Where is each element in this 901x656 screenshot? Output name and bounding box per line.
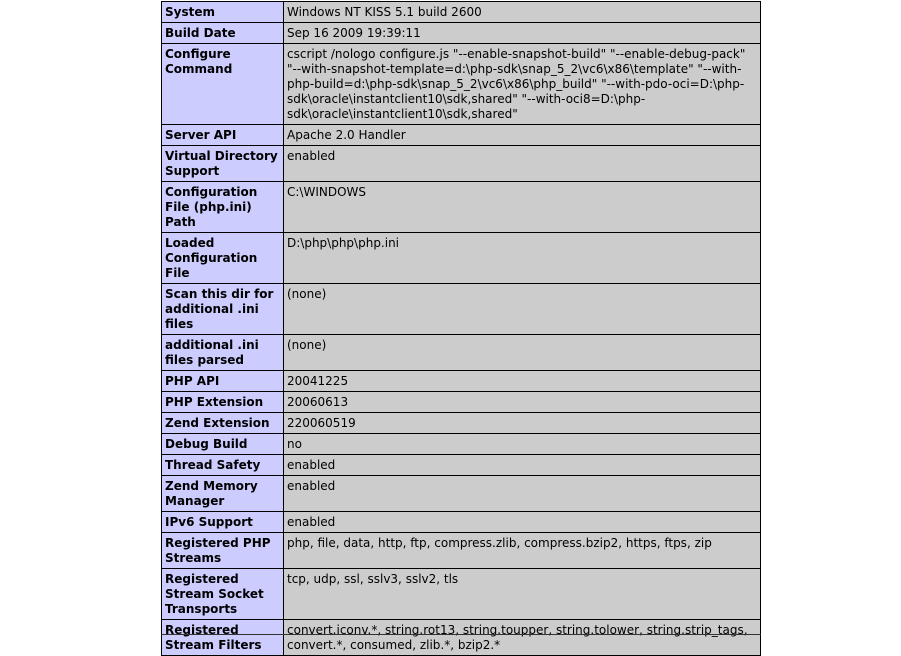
row-value: enabled <box>284 512 761 533</box>
row-value: enabled <box>284 146 761 182</box>
row-label: additional .ini files parsed <box>162 335 284 371</box>
table-row <box>162 146 761 182</box>
table-row <box>162 455 761 476</box>
row-label: Configuration File (php.ini) Path <box>162 182 284 233</box>
row-value: 220060519 <box>284 413 761 434</box>
row-label: System <box>162 2 284 23</box>
table-row <box>162 392 761 413</box>
table-row <box>162 476 761 512</box>
row-value: Apache 2.0 Handler <box>284 125 761 146</box>
row-value: cscript /nologo configure.js "--enable-snapshot-build" "--enable-debug-pack" "--with-snapshot-template=d:\php-sdk\snap_5_2\vc6\x86\template" "--with-php-build=d:\php-sdk\snap_5_2\vc6\x86\php_build" "--with-pdo-oci=D:\php-sdk\oracle\instantclient10\sdk,shared" "--with-oci8=D:\php-sdk\oracle\instantclient10\sdk,shared" <box>284 44 761 125</box>
row-label: Virtual Directory Support <box>162 146 284 182</box>
table-row <box>162 125 761 146</box>
row-label: Server API <box>162 125 284 146</box>
row-label: Scan this dir for additional .ini files <box>162 284 284 335</box>
row-value: 20060613 <box>284 392 761 413</box>
row-label: Loaded Configuration File <box>162 233 284 284</box>
row-label: Zend Extension <box>162 413 284 434</box>
table-row <box>162 44 761 125</box>
table-row <box>162 371 761 392</box>
row-value: enabled <box>284 476 761 512</box>
table-row <box>162 512 761 533</box>
row-label: Registered Stream Socket Transports <box>162 569 284 620</box>
table-row <box>162 533 761 569</box>
table-row <box>162 413 761 434</box>
row-value: enabled <box>284 455 761 476</box>
table-row <box>162 182 761 233</box>
row-value: (none) <box>284 284 761 335</box>
row-value: 20041225 <box>284 371 761 392</box>
row-value: (none) <box>284 335 761 371</box>
row-value: tcp, udp, ssl, sslv3, sslv2, tls <box>284 569 761 620</box>
table-row <box>162 233 761 284</box>
row-label: Thread Safety <box>162 455 284 476</box>
row-label: Debug Build <box>162 434 284 455</box>
horizontal-rule <box>161 634 761 635</box>
table-row <box>162 335 761 371</box>
row-value: C:\WINDOWS <box>284 182 761 233</box>
table-row <box>162 434 761 455</box>
row-label: PHP API <box>162 371 284 392</box>
phpinfo-table-body <box>162 2 761 656</box>
row-value: convert.iconv.*, string.rot13, string.toupper, string.tolower, string.strip_tags, convert.*, consumed, zlib.*, bzip2.* <box>284 620 761 656</box>
row-value: Windows NT KISS 5.1 build 2600 <box>284 2 761 23</box>
row-value: Sep 16 2009 19:39:11 <box>284 23 761 44</box>
row-value: D:\php\php\php.ini <box>284 233 761 284</box>
row-label: Zend Memory Manager <box>162 476 284 512</box>
table-row <box>162 23 761 44</box>
row-label: IPv6 Support <box>162 512 284 533</box>
row-label: Build Date <box>162 23 284 44</box>
row-value: no <box>284 434 761 455</box>
row-value: php, file, data, http, ftp, compress.zlib, compress.bzip2, https, ftps, zip <box>284 533 761 569</box>
row-label: Registered PHP Streams <box>162 533 284 569</box>
table-row <box>162 569 761 620</box>
table-row <box>162 2 761 23</box>
row-label: Configure Command <box>162 44 284 125</box>
table-row <box>162 620 761 656</box>
table-row <box>162 284 761 335</box>
row-label: PHP Extension <box>162 392 284 413</box>
row-label: Registered Stream Filters <box>162 620 284 656</box>
phpinfo-table <box>161 1 761 656</box>
